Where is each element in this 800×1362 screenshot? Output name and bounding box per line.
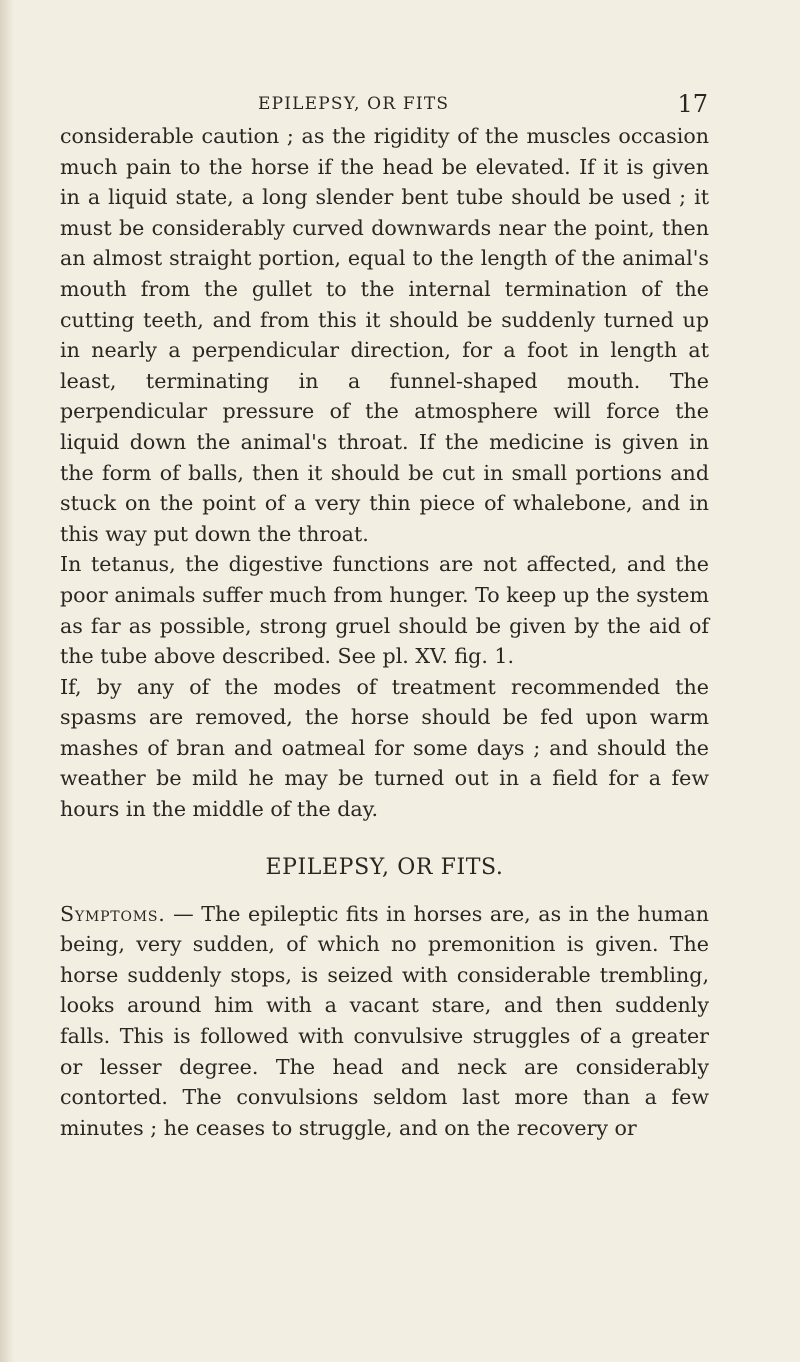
page-number: 17 [677, 90, 708, 118]
symptoms-text: — The epileptic fits in horses are, as in the human being, very sudden, of which no premonition is given. The horse suddenly stops, is seized with considerable trembling, looks around him with a vacant stare, and then suddenly falls. This is followed with convulsive struggles of a greater or lesser degree. The head and neck are considerably contorted. The convulsions seldom last more than a few minutes ; he ceases to struggle, and on the recovery or [60, 901, 709, 1140]
page-gutter-shadow [0, 0, 14, 1362]
running-head [258, 90, 708, 124]
paragraph-continuation: considerable caution ; as the rigidity of the muscles occasion much pain to the horse if the head be elevated. If it is given in a liquid state, a long slender bent tube should be used ; it must be considerably curved downwards near the point, then an almost straight portion, equal to the length of the animal's mouth from the gullet to the internal termination of the cutting teeth, and from this it should be suddenly turned up in nearly a perpendicular direction, for a foot in length at least, terminating in a funnel-shaped mouth. The perpendicular pressure of the atmosphere will force the liquid down the animal's throat. If the medicine is given in the form of balls, then it should be cut in small portions and stuck on the point of a very thin piece of whalebone, and in this way put down the throat. [60, 124, 709, 546]
section-heading: EPILEPSY, OR FITS. [265, 854, 504, 880]
paragraph-symptoms [60, 899, 709, 1144]
running-title: EPILEPSY, OR FITS [258, 94, 450, 114]
symptoms-label: Symptoms. [60, 901, 166, 926]
body-text [60, 121, 709, 1143]
paragraph-tetanus-feeding: In tetanus, the digestive functions are not affected, and the poor animals suffer much from hunger. To keep up the system as far as possible, strong gruel should be given by the aid of the tube above described. See pl. XV. fig. 1. [60, 552, 709, 669]
paragraph-recovery-care: If, by any of the modes of treatment recommended the spasms are removed, the horse should be fed upon warm mashes of bran and oatmeal for some days ; and should the weather be mild he may be turned out in a field for a few hours in the middle of the day. [60, 674, 709, 822]
